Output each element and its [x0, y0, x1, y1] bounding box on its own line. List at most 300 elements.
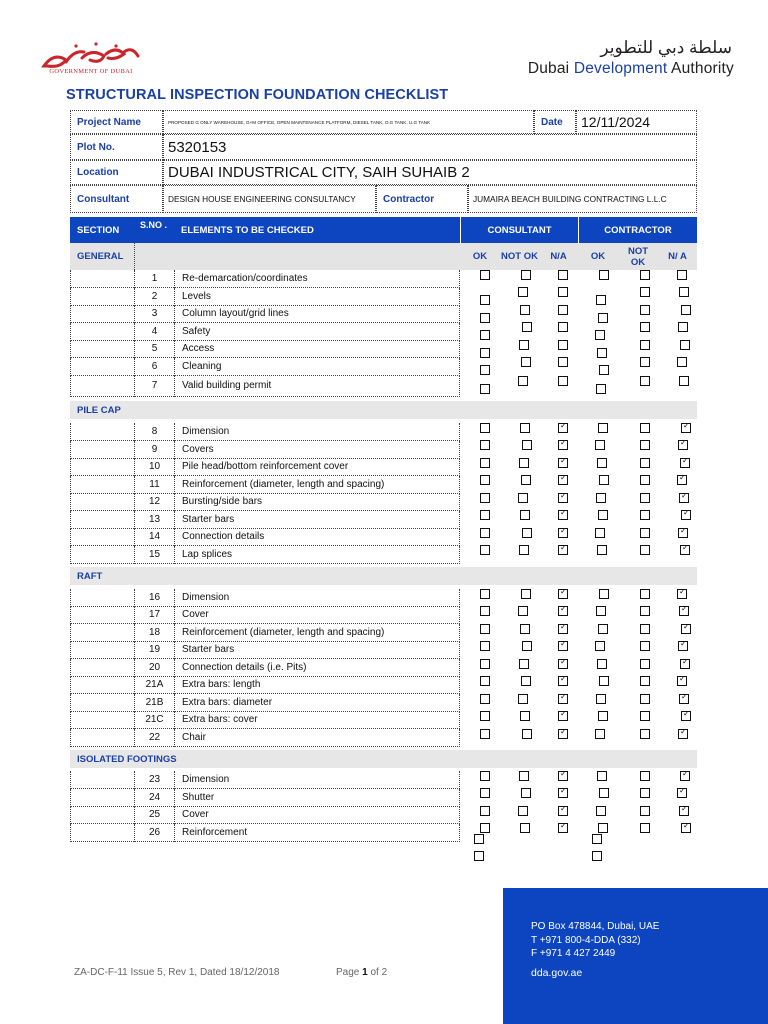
- element-cell: Extra bars: length: [174, 676, 460, 694]
- section-cell: [70, 729, 134, 747]
- section-cell: [70, 358, 134, 376]
- checkbox[interactable]: [680, 771, 690, 781]
- checkbox[interactable]: [679, 376, 689, 386]
- checkbox[interactable]: [598, 624, 608, 634]
- checkbox[interactable]: [640, 357, 650, 367]
- element-cell: Reinforcement (diameter, length and spacing): [174, 476, 460, 494]
- element-cell: Pile head/bottom reinforcement cover: [174, 458, 460, 476]
- checkbox[interactable]: [522, 641, 532, 651]
- checkbox[interactable]: [595, 330, 605, 340]
- checkbox[interactable]: [558, 423, 568, 433]
- checkbox[interactable]: [592, 834, 602, 844]
- checkbox[interactable]: [599, 475, 609, 485]
- contractor-label: Contractor: [376, 185, 468, 213]
- checkbox[interactable]: [520, 711, 530, 721]
- page-of: of: [370, 967, 379, 978]
- project-name-label: Project Name: [70, 110, 163, 134]
- checkbox[interactable]: [681, 510, 691, 520]
- checkbox[interactable]: [595, 528, 605, 538]
- checkbox[interactable]: [598, 313, 608, 323]
- checkbox[interactable]: [558, 322, 568, 332]
- checkbox[interactable]: [640, 729, 650, 739]
- sno-cell: 8: [134, 423, 174, 441]
- section-cell: [70, 476, 134, 494]
- phone: T +971 800-4-DDA (332): [531, 934, 641, 946]
- checkbox[interactable]: [558, 771, 568, 781]
- checkbox[interactable]: [598, 423, 608, 433]
- elements-header: ELEMENTS TO BE CHECKED: [174, 217, 460, 243]
- checkbox[interactable]: [640, 694, 650, 704]
- checkbox[interactable]: [640, 322, 650, 332]
- date-label: Date: [534, 110, 576, 134]
- element-cell: Starter bars: [174, 641, 460, 659]
- checkbox[interactable]: [640, 528, 650, 538]
- checkbox[interactable]: [521, 475, 531, 485]
- dda-name-word-3: Authority: [671, 60, 734, 77]
- element-cell: Reinforcement: [174, 824, 460, 842]
- section-cell: [70, 375, 134, 397]
- sno-cell: 1: [134, 270, 174, 288]
- sno-cell: 10: [134, 458, 174, 476]
- element-cell: Starter bars: [174, 511, 460, 529]
- consultant-header: CONSULTANT: [460, 217, 578, 243]
- sno-cell: 21C: [134, 711, 174, 729]
- checkbox[interactable]: [592, 851, 602, 861]
- element-cell: Access: [174, 340, 460, 358]
- checkbox[interactable]: [480, 771, 490, 781]
- checkbox[interactable]: [480, 384, 490, 394]
- checkbox[interactable]: [677, 788, 687, 798]
- section-cell: [70, 458, 134, 476]
- checkbox[interactable]: [679, 606, 689, 616]
- contact-details: [531, 920, 659, 961]
- checkbox[interactable]: [640, 376, 650, 386]
- checkbox[interactable]: [521, 676, 531, 686]
- sno-cell: 25: [134, 806, 174, 824]
- checkbox[interactable]: [640, 493, 650, 503]
- website-link[interactable]: dda.gov.ae: [531, 967, 583, 979]
- sno-cell: 21A: [134, 676, 174, 694]
- checkbox[interactable]: [677, 270, 687, 280]
- project-info-table: [70, 110, 697, 213]
- checkbox[interactable]: [558, 458, 568, 468]
- checkbox[interactable]: [640, 771, 650, 781]
- checkbox[interactable]: [519, 545, 529, 555]
- checkbox[interactable]: [558, 545, 568, 555]
- checkbox[interactable]: [518, 606, 528, 616]
- checkbox[interactable]: [474, 851, 484, 861]
- checkbox[interactable]: [681, 711, 691, 721]
- checkbox[interactable]: [680, 659, 690, 669]
- checkbox[interactable]: [680, 458, 690, 468]
- contractor-value: JUMAIRA BEACH BUILDING CONTRACTING L.L.C: [468, 185, 697, 213]
- form-reference: ZA-DC-F-11 Issue 5, Rev 1, Dated 18/12/2018: [74, 967, 280, 978]
- checkbox[interactable]: [480, 823, 490, 833]
- checkbox[interactable]: [595, 729, 605, 739]
- checkbox[interactable]: [678, 322, 688, 332]
- checkbox[interactable]: [480, 806, 490, 816]
- consultant-not-ok-header: NOT OK: [500, 243, 539, 270]
- checkbox[interactable]: [640, 589, 650, 599]
- section-cell: [70, 493, 134, 511]
- sno-cell: 12: [134, 493, 174, 511]
- checkbox[interactable]: [480, 440, 490, 450]
- checkbox[interactable]: [640, 806, 650, 816]
- checkbox[interactable]: [519, 771, 529, 781]
- checkbox[interactable]: [480, 295, 490, 305]
- plot-no-value: 5320153: [163, 134, 697, 160]
- checkbox[interactable]: [558, 270, 568, 280]
- checkbox[interactable]: [640, 458, 650, 468]
- checkbox[interactable]: [558, 305, 568, 315]
- checkbox[interactable]: [640, 545, 650, 555]
- checkbox[interactable]: [681, 305, 691, 315]
- section-cell: [70, 423, 134, 441]
- element-cell: Lap splices: [174, 546, 460, 564]
- checkbox[interactable]: [640, 305, 650, 315]
- page-title: STRUCTURAL INSPECTION FOUNDATION CHECKLIST: [66, 87, 449, 103]
- section-cell: [70, 546, 134, 564]
- element-cell: Cover: [174, 606, 460, 624]
- checkbox[interactable]: [558, 510, 568, 520]
- checkbox[interactable]: [599, 270, 609, 280]
- checkbox[interactable]: [480, 676, 490, 686]
- checkbox[interactable]: [640, 676, 650, 686]
- sno-cell: 18: [134, 624, 174, 642]
- checkbox[interactable]: [640, 440, 650, 450]
- checkbox[interactable]: [640, 641, 650, 651]
- checkbox[interactable]: [480, 270, 490, 280]
- checkbox[interactable]: [640, 624, 650, 634]
- page-current: 1: [362, 967, 368, 978]
- section-cell: [70, 789, 134, 807]
- checkbox[interactable]: [519, 340, 529, 350]
- checkbox[interactable]: [681, 423, 691, 433]
- checkbox[interactable]: [521, 589, 531, 599]
- checkbox[interactable]: [597, 771, 607, 781]
- sno-cell: 3: [134, 305, 174, 323]
- checkbox[interactable]: [480, 475, 490, 485]
- checkbox[interactable]: [518, 806, 528, 816]
- checkbox[interactable]: [598, 510, 608, 520]
- checkbox[interactable]: [640, 423, 650, 433]
- section-cell: [70, 676, 134, 694]
- section-cell: [70, 824, 134, 842]
- checkbox[interactable]: [521, 788, 531, 798]
- checkbox[interactable]: [480, 423, 490, 433]
- checkbox[interactable]: [596, 295, 606, 305]
- location-label: Location: [70, 160, 163, 185]
- checkbox[interactable]: [558, 694, 568, 704]
- checkbox[interactable]: [596, 493, 606, 503]
- sno-cell: 26: [134, 824, 174, 842]
- checkbox[interactable]: [480, 348, 490, 358]
- checkbox[interactable]: [679, 806, 689, 816]
- checkbox[interactable]: [679, 287, 689, 297]
- sno-cell: 2: [134, 288, 174, 306]
- checkbox[interactable]: [640, 510, 650, 520]
- element-cell: Re-demarcation/coordinates: [174, 270, 460, 288]
- dda-english-name: [500, 60, 734, 78]
- fax: F +971 4 427 2449: [531, 948, 616, 960]
- checkbox[interactable]: [558, 711, 568, 721]
- section-cell: [70, 641, 134, 659]
- element-cell: Chair: [174, 729, 460, 747]
- sno-cell: 20: [134, 659, 174, 677]
- checkbox[interactable]: [599, 788, 609, 798]
- sno-cell: 6: [134, 358, 174, 376]
- government-of-dubai-text: GOVERNMENT OF DUBAI: [49, 68, 133, 75]
- checkbox[interactable]: [480, 545, 490, 555]
- checkbox[interactable]: [599, 589, 609, 599]
- checkbox[interactable]: [640, 475, 650, 485]
- section-general: GENERAL: [70, 243, 134, 270]
- section-cell: [70, 288, 134, 306]
- element-cell: Bursting/side bars: [174, 493, 460, 511]
- checkbox[interactable]: [596, 806, 606, 816]
- sno-cell: 22: [134, 729, 174, 747]
- element-cell: Levels: [174, 288, 460, 306]
- checkbox[interactable]: [519, 659, 529, 669]
- section-cell: [70, 624, 134, 642]
- checkbox[interactable]: [474, 834, 484, 844]
- element-cell: Dimension: [174, 589, 460, 607]
- checkbox[interactable]: [519, 458, 529, 468]
- section-cell: [70, 323, 134, 341]
- sno-cell: 9: [134, 441, 174, 459]
- address: PO Box 478844, Dubai, UAE: [531, 921, 660, 932]
- checkbox[interactable]: [677, 676, 687, 686]
- checkbox[interactable]: [521, 357, 531, 367]
- sno-cell: 7: [134, 375, 174, 397]
- sno-cell: 11: [134, 476, 174, 494]
- section-cell: [70, 771, 134, 789]
- element-cell: Dimension: [174, 423, 460, 441]
- checkbox[interactable]: [679, 493, 689, 503]
- checkbox[interactable]: [520, 823, 530, 833]
- sno-cell: 16: [134, 589, 174, 607]
- checkbox[interactable]: [480, 641, 490, 651]
- checkbox[interactable]: [480, 313, 490, 323]
- sno-header: S.NO .: [134, 217, 174, 243]
- consultant-label: Consultant: [70, 185, 163, 213]
- checkbox[interactable]: [599, 365, 609, 375]
- checkbox[interactable]: [678, 528, 688, 538]
- sno-cell: 4: [134, 323, 174, 341]
- sno-cell: 19: [134, 641, 174, 659]
- checkbox[interactable]: [480, 711, 490, 721]
- dda-arabic-name: سلطة دبي للتطوير: [600, 38, 732, 57]
- checkbox[interactable]: [480, 694, 490, 704]
- sno-cell: 24: [134, 789, 174, 807]
- checkbox[interactable]: [558, 806, 568, 816]
- checkbox[interactable]: [640, 659, 650, 669]
- checkbox[interactable]: [640, 340, 650, 350]
- checkbox[interactable]: [522, 729, 532, 739]
- section-cell: [70, 441, 134, 459]
- section-cell: [70, 528, 134, 546]
- checkbox[interactable]: [679, 694, 689, 704]
- consultant-na-header: N/A: [539, 243, 578, 270]
- element-cell: Column layout/grid lines: [174, 305, 460, 323]
- checkbox[interactable]: [640, 270, 650, 280]
- page-number: [336, 967, 387, 978]
- section-raft: RAFT: [70, 567, 697, 585]
- checkbox[interactable]: [597, 659, 607, 669]
- checkbox[interactable]: [558, 357, 568, 367]
- sno-cell: 13: [134, 511, 174, 529]
- checkbox[interactable]: [558, 641, 568, 651]
- checkbox[interactable]: [598, 711, 608, 721]
- checkbox[interactable]: [558, 729, 568, 739]
- element-cell: Shutter: [174, 789, 460, 807]
- checkbox[interactable]: [518, 493, 528, 503]
- page-total: 2: [381, 967, 388, 978]
- element-cell: Cover: [174, 806, 460, 824]
- checkbox[interactable]: [677, 357, 687, 367]
- checkbox[interactable]: [522, 322, 532, 332]
- checkbox[interactable]: [558, 676, 568, 686]
- checkbox[interactable]: [597, 458, 607, 468]
- checkbox[interactable]: [681, 823, 691, 833]
- section-pile-cap: PILE CAP: [70, 401, 697, 419]
- checkbox[interactable]: [596, 694, 606, 704]
- checkbox[interactable]: [558, 340, 568, 350]
- checkbox[interactable]: [596, 384, 606, 394]
- checkbox[interactable]: [681, 624, 691, 634]
- element-cell: Extra bars: diameter: [174, 694, 460, 712]
- subheader-blank: [134, 243, 460, 270]
- sno-cell: 14: [134, 528, 174, 546]
- checkbox[interactable]: [558, 528, 568, 538]
- checkbox[interactable]: [522, 440, 532, 450]
- checkbox[interactable]: [640, 788, 650, 798]
- checkbox[interactable]: [558, 606, 568, 616]
- checkbox[interactable]: [678, 641, 688, 651]
- section-cell: [70, 694, 134, 712]
- element-cell: Cleaning: [174, 358, 460, 376]
- checkbox[interactable]: [598, 823, 608, 833]
- sno-cell: 5: [134, 340, 174, 358]
- checkbox[interactable]: [480, 528, 490, 538]
- checkbox[interactable]: [640, 711, 650, 721]
- checkbox[interactable]: [520, 510, 530, 520]
- checkbox[interactable]: [520, 423, 530, 433]
- checkbox[interactable]: [558, 589, 568, 599]
- checkbox[interactable]: [678, 440, 688, 450]
- checkbox[interactable]: [599, 676, 609, 686]
- element-cell: Covers: [174, 441, 460, 459]
- contractor-na-header: N/ A: [658, 243, 697, 270]
- section-cell: [70, 340, 134, 358]
- checkbox[interactable]: [522, 528, 532, 538]
- checkbox[interactable]: [480, 606, 490, 616]
- checkbox[interactable]: [480, 365, 490, 375]
- section-cell: [70, 305, 134, 323]
- checkbox[interactable]: [677, 589, 687, 599]
- checkbox[interactable]: [518, 376, 528, 386]
- plot-no-label: Plot No.: [70, 134, 163, 160]
- contractor-not-ok-header: NOT OK: [618, 243, 658, 270]
- checkbox[interactable]: [596, 606, 606, 616]
- section-cell: [70, 806, 134, 824]
- section-cell: [70, 711, 134, 729]
- section-cell: [70, 589, 134, 607]
- contractor-header: CONTRACTOR: [578, 217, 697, 243]
- checkbox[interactable]: [680, 340, 690, 350]
- element-cell: Dimension: [174, 771, 460, 789]
- checkbox[interactable]: [480, 729, 490, 739]
- checkbox[interactable]: [678, 729, 688, 739]
- checkbox[interactable]: [680, 545, 690, 555]
- checkbox[interactable]: [558, 440, 568, 450]
- checkbox[interactable]: [520, 624, 530, 634]
- element-cell: Extra bars: cover: [174, 711, 460, 729]
- section-header: SECTION: [70, 217, 134, 243]
- checkbox[interactable]: [640, 606, 650, 616]
- checkbox[interactable]: [640, 287, 650, 297]
- checkbox[interactable]: [558, 475, 568, 485]
- checkbox[interactable]: [480, 624, 490, 634]
- project-name-value: PROPOSED G ONLY WAREHOUSE, G+M OFFICE, OPEN MAINTENANCE PLATFORM, DIESEL TANK, O.G TANK, U.G TANK: [163, 110, 534, 134]
- checkbox[interactable]: [480, 589, 490, 599]
- page-prefix: Page: [336, 967, 360, 978]
- section-isolated-footings: ISOLATED FOOTINGS: [70, 750, 697, 768]
- section-cell: [70, 606, 134, 624]
- sno-cell: 23: [134, 771, 174, 789]
- checkbox[interactable]: [480, 330, 490, 340]
- element-cell: Safety: [174, 323, 460, 341]
- checkbox[interactable]: [595, 440, 605, 450]
- checkbox[interactable]: [597, 545, 607, 555]
- element-cell: Reinforcement (diameter, length and spacing): [174, 624, 460, 642]
- checkbox[interactable]: [480, 493, 490, 503]
- checkbox[interactable]: [480, 458, 490, 468]
- checkbox[interactable]: [480, 788, 490, 798]
- consultant-ok-header: OK: [460, 243, 500, 270]
- checkbox[interactable]: [558, 659, 568, 669]
- sno-cell: 21B: [134, 694, 174, 712]
- checkbox[interactable]: [518, 694, 528, 704]
- element-cell: Valid building permit: [174, 375, 460, 397]
- checkbox[interactable]: [521, 270, 531, 280]
- checkbox[interactable]: [677, 475, 687, 485]
- checkbox[interactable]: [595, 641, 605, 651]
- element-cell: Connection details (i.e. Pits): [174, 659, 460, 677]
- checkbox[interactable]: [558, 493, 568, 503]
- sno-cell: 15: [134, 546, 174, 564]
- element-cell: Connection details: [174, 528, 460, 546]
- checkbox[interactable]: [518, 287, 528, 297]
- checkbox[interactable]: [558, 624, 568, 634]
- checkbox[interactable]: [480, 659, 490, 669]
- checkbox[interactable]: [520, 305, 530, 315]
- dda-name-word-1: Dubai: [527, 60, 570, 77]
- consultant-value: DESIGN HOUSE ENGINEERING CONSULTANCY: [163, 185, 376, 213]
- checkbox[interactable]: [640, 823, 650, 833]
- checkbox[interactable]: [558, 376, 568, 386]
- contractor-ok-header: OK: [578, 243, 618, 270]
- sno-cell: 17: [134, 606, 174, 624]
- checkbox[interactable]: [480, 510, 490, 520]
- checkbox[interactable]: [558, 287, 568, 297]
- checkbox[interactable]: [597, 348, 607, 358]
- section-cell: [70, 659, 134, 677]
- checkbox[interactable]: [558, 823, 568, 833]
- location-value: DUBAI INDUSTRICAL CITY, SAIH SUHAIB 2: [163, 160, 697, 185]
- checkbox[interactable]: [558, 788, 568, 798]
- section-cell: [70, 270, 134, 288]
